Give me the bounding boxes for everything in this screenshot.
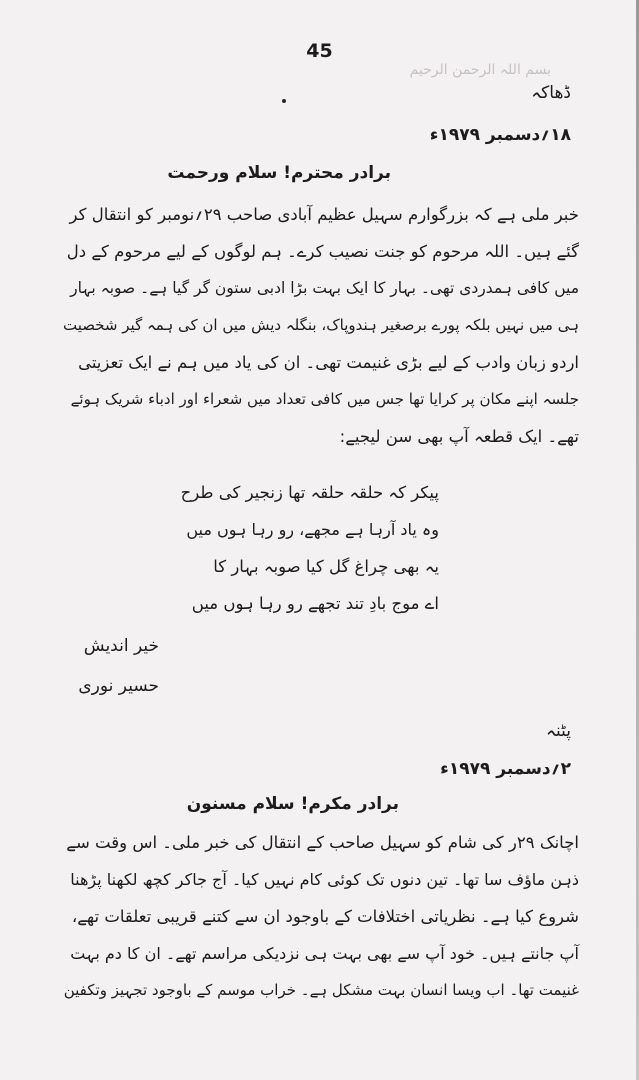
bleed-through-text: بسم اللہ الرحمن الرحیم	[409, 62, 551, 78]
letter1-body-line: خبر ملی ہے کہ بزرگوارم سہیل عظیم آبادی صاحب ۲۹؍نومبر کو انتقال کر	[69, 205, 579, 224]
letter2-body-line: غنیمت تھا۔ اب ویسا انسان بہت مشکل ہے۔ خراب موسم کے باوجود تجہیز وتکفین	[63, 981, 579, 999]
letter1-body-line: گئے ہیں۔ اللہ مرحوم کو جنت نصیب کرے۔ ہم لوگوں کے لیے مرحوم کے دل	[66, 242, 579, 261]
letter2-body-line: شروع کیا ہے۔ نظریاتی اختلافات کے باوجود ان سے کتنے قریبی تعلقات تھے،	[71, 907, 579, 926]
page-number: 45	[306, 40, 333, 62]
letter2-body-line: ذہن ماؤف سا تھا۔ تین دنوں تک کوئی کام نہیں کیا۔ آج جاکر کچھ لکھنا پڑھنا	[70, 870, 579, 889]
verse-line: یہ بھی چراغ گل کیا صوبہ بہار کا	[213, 557, 439, 576]
letter1-verse	[179, 474, 439, 622]
letter2-date: ۲؍دسمبر ۱۹۷۹ء	[440, 759, 571, 779]
letter1-body	[59, 196, 579, 455]
letter2-place: پٹنہ	[546, 721, 571, 741]
verse-line: پیکر کہ حلقہ حلقہ تھا زنجیر کی طرح	[180, 483, 439, 502]
letter1-signature: حسیر نوری	[78, 676, 159, 696]
letter1-body-line: تھے۔ ایک قطعہ آپ بھی سن لیجیے:	[339, 427, 579, 446]
verse-line: اے موج بادِ تند تجھے رو رہا ہوں میں	[191, 594, 439, 613]
letter1-date: ۱۸؍دسمبر ۱۹۷۹ء	[429, 125, 571, 145]
verse-line: وہ یاد آرہا ہے مجھے، رو رہا ہوں میں	[186, 520, 439, 539]
letter2-body-line: آپ جانتے ہیں۔ خود آپ سے بھی بہت ہی نزدیکی مراسم تھے۔ ان کا دم بہت	[70, 944, 579, 963]
letter1-body-line: میں کافی ہمدردی تھی۔ بہار کا ایک بہت بڑا ادبی ستون گر گیا ہے۔ صوبہ بہار	[70, 279, 579, 297]
letter1-salutation: برادر محترم! سلام ورحمت	[167, 163, 391, 183]
letter1-body-line: اردو زبان وادب کے لیے بڑی غنیمت تھی۔ ان کی یاد میں ہم نے ایک تعزیتی	[78, 353, 579, 372]
ink-dot	[282, 99, 286, 103]
letter1-body-line: جلسہ اپنے مکان پر کرایا تھا جس میں کافی تعداد میں شعراء اور ادباء شریک ہوئے	[70, 390, 579, 408]
letter2-salutation: برادر مکرم! سلام مسنون	[186, 794, 399, 814]
letter2-body	[59, 824, 579, 1009]
letter1-place: ڈھاکہ	[531, 83, 571, 103]
letter1-closing: خیر اندیش	[83, 636, 159, 656]
letter1-body-line: ہی میں نہیں بلکہ پورے برصغیر ہندوپاک، بنگلہ دیش میں ان کی ہمہ گیر شخصیت	[62, 316, 579, 334]
letter1-signoff	[39, 626, 159, 706]
letter2-body-line: اچانک ۲۹ر کی شام کو سہیل صاحب کے انتقال کی خبر ملی۔ اس وقت سے	[66, 833, 579, 852]
